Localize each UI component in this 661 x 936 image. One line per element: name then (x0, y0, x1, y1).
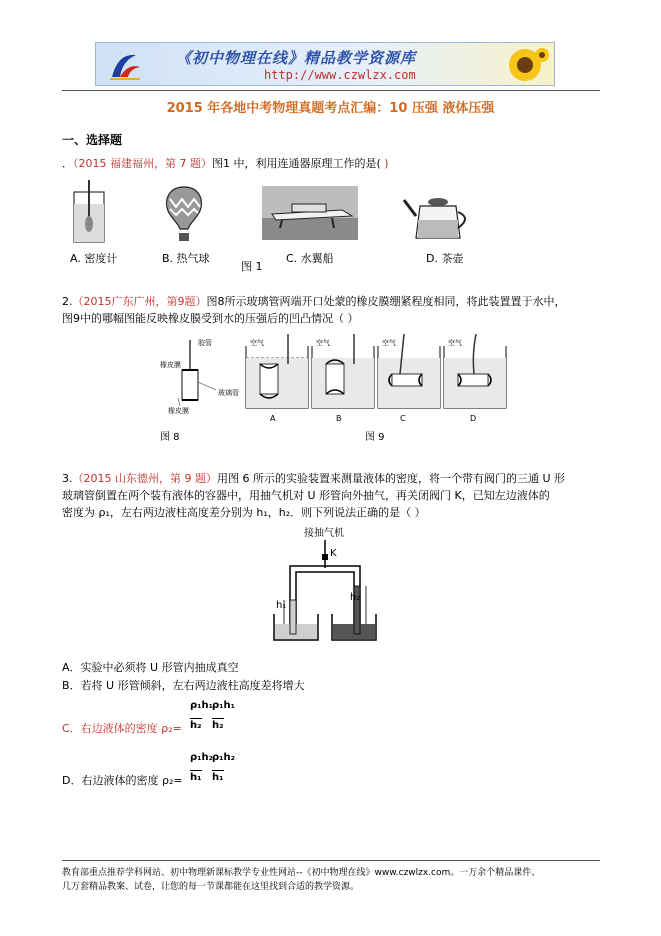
fig8-label-membrane-bottom: 橡皮膜 (168, 407, 189, 415)
footer (62, 866, 602, 894)
q3-option-a[interactable]: A．实验中必须将 U 形管内抽成真空 (62, 661, 239, 674)
q3-option-b[interactable]: B．若将 U 形管倾斜，左右两边液柱高度差将增大 (62, 679, 305, 692)
footer-rule (62, 860, 600, 861)
fig9-choice-d[interactable]: D (470, 414, 477, 423)
fig8-label-membrane-top: 橡皮膜 (160, 361, 181, 369)
document-title: 2015 年各地中考物理真题考点汇编：10 压强 液体压强 (166, 101, 495, 116)
banner-title: 《初中物理在线》精品教学资源库 (176, 49, 417, 67)
banner-url[interactable]: http://www.czwlzx.com (264, 68, 416, 82)
question-3-number: 3. (62, 472, 73, 485)
option-d-fraction-1-denominator: h₁ (190, 772, 202, 783)
option-c-fraction-2-numerator: ρ₁h₁ (212, 700, 236, 711)
question-1-source: （2015 福建福州，第 7 题） (73, 157, 212, 170)
option-d-fraction-2-denominator: h₁ (212, 772, 224, 783)
question-2-text-line2: 图9中的哪幅图能反映橡皮膜受到水的压强后的凹凸情况（ ） (62, 312, 359, 325)
option-c-fraction-2-denominator: h₂ (212, 720, 224, 731)
header-banner (95, 42, 555, 86)
question-2-number: 2. (62, 295, 73, 308)
question-2-source: （2015广东广州，第9题） (72, 295, 207, 308)
fig9-choice-a[interactable]: A (270, 414, 276, 423)
footer-line-2: 几万套精品教案、试卷，让您的每一节课都能在这里找到合适的教学资源。 (62, 882, 360, 892)
option-d-fraction-2-numerator: ρ₁h₂ (212, 752, 236, 763)
h1-label: h₁ (276, 600, 287, 611)
option-c-fraction-1-numerator: ρ₁h₁ (190, 700, 214, 711)
fig9-caption: 图 9 (365, 432, 385, 443)
question-3-text-line3: 密度为 ρ₁，左右两边液柱高度差分别为 h₁，h₂．则下列说法正确的是（ ） (62, 506, 426, 519)
question-2-text-line1: 图8所示玻璃管两端开口处蒙的橡皮膜绷紧程度相同，将此装置置于水中， (206, 295, 566, 308)
q1-figure-label: 图 1 (241, 260, 263, 273)
pump-label: 接抽气机 (304, 528, 344, 539)
beaker-b-air: 空气 (316, 339, 330, 347)
q1-option-b[interactable]: B. 热气球 (162, 252, 210, 265)
site-logo-icon (108, 49, 142, 81)
question-2 (62, 293, 592, 327)
option-d-fraction-1-numerator: ρ₁h₂ (190, 752, 214, 763)
option-c-fraction-1-denominator: h₂ (190, 720, 202, 731)
hydrometer-figure (70, 178, 110, 246)
question-1-paren: ) (380, 157, 389, 170)
fig9-choice-c[interactable]: C (400, 414, 406, 423)
question-3 (62, 470, 592, 521)
question-3-text-line2: 玻璃管倒置在两个装有液体的容器中，用抽气机对 U 形管向外抽气，再关闭阀门 K，已知左边液体的 (62, 489, 550, 502)
q3-option-d[interactable]: D．右边液体的密度 ρ₂= (62, 774, 183, 787)
question-1-text: 图1 中，利用连通器原理工作的是( (211, 157, 381, 170)
q3-option-c[interactable]: C．右边液体的密度 ρ₂= (62, 722, 182, 735)
q1-option-a[interactable]: A. 密度计 (70, 252, 118, 265)
fig8-caption: 图 8 (160, 432, 180, 443)
question-1-number: ． (62, 157, 73, 170)
header-rule (62, 90, 600, 91)
hydrofoil-ship-figure (262, 186, 358, 240)
sunflower-icon (500, 45, 550, 85)
q1-option-c[interactable]: C. 水翼船 (286, 252, 334, 265)
question-3-text-line1: 用图 6 所示的实验装置来测量液体的密度，将一个带有阀门的三通 U 形 (216, 472, 566, 485)
q1-option-d[interactable]: D. 茶壶 (426, 252, 464, 265)
fig8-label-glass-tube: 玻璃管 (218, 389, 239, 397)
beaker-d-air: 空气 (448, 339, 462, 347)
question-3-source: （2015 山东德州，第 9 题） (72, 472, 217, 485)
u-tube-apparatus-figure (270, 538, 380, 646)
section-heading: 一、选择题 (62, 133, 123, 147)
valve-k-label: K (330, 548, 337, 559)
teapot-figure (402, 192, 474, 244)
beaker-c-air: 空气 (382, 339, 396, 347)
hot-air-balloon-figure (162, 185, 206, 247)
fig9-choice-b[interactable]: B (336, 414, 342, 423)
question-1 (62, 155, 592, 172)
footer-line-1: 教育部重点推荐学科网站、初中物理新课标教学专业性网站--《初中物理在线》www.czwlzx.com。一万余个精品课件、 (62, 868, 541, 878)
fig8-label-hose: 胶管 (198, 339, 212, 347)
beaker-a-air: 空气 (250, 339, 264, 347)
h2-label: h₂ (350, 592, 361, 603)
